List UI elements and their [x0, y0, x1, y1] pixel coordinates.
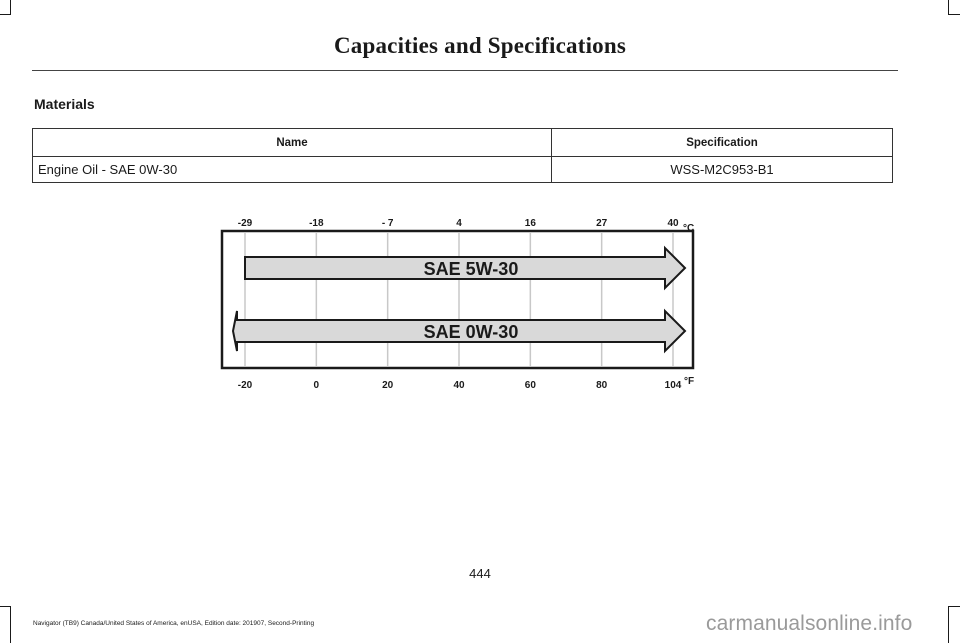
celsius-tick-label: 27 — [596, 218, 608, 229]
section-heading: Materials — [34, 96, 95, 112]
fahrenheit-tick-label: -20 — [237, 380, 253, 391]
page-number: 444 — [469, 566, 491, 581]
chart-frame — [222, 231, 693, 368]
celsius-tick-label: 4 — [456, 218, 462, 229]
fahrenheit-tick-label: 20 — [382, 380, 394, 391]
page-title: Capacities and Specifications — [333, 33, 627, 58]
celsius-tick-label: 40 — [667, 218, 679, 229]
column-header-specification: Specification — [552, 129, 893, 157]
column-header-name: Name — [33, 129, 552, 157]
table-cell-name: Engine Oil - SAE 0W-30 — [33, 157, 552, 183]
table-cell-specification: WSS-M2C953-B1 — [552, 157, 893, 183]
viscosity-range-label: SAE 5W-30 — [423, 259, 519, 279]
fahrenheit-tick-label: 0 — [313, 380, 320, 391]
watermark: carmanualsonline.info — [706, 612, 913, 635]
celsius-tick-label: -18 — [309, 218, 324, 229]
fahrenheit-unit-label: °F — [684, 376, 695, 387]
footer-doc-info: Navigator (TB9) Canada/United States of America, enUSA, Edition date: 201907, Second-Printing — [33, 620, 315, 627]
celsius-tick-label: -29 — [237, 218, 253, 229]
celsius-unit-label: °C — [683, 223, 695, 234]
celsius-tick-label: 16 — [524, 218, 536, 229]
celsius-tick-label: - 7 — [381, 218, 394, 229]
fahrenheit-tick-label: 80 — [596, 380, 608, 391]
fahrenheit-tick-label: 60 — [524, 380, 536, 391]
viscosity-range-label: SAE 0W-30 — [423, 322, 519, 342]
fahrenheit-tick-label: 40 — [453, 380, 465, 391]
fahrenheit-tick-label: 104 — [664, 380, 682, 391]
